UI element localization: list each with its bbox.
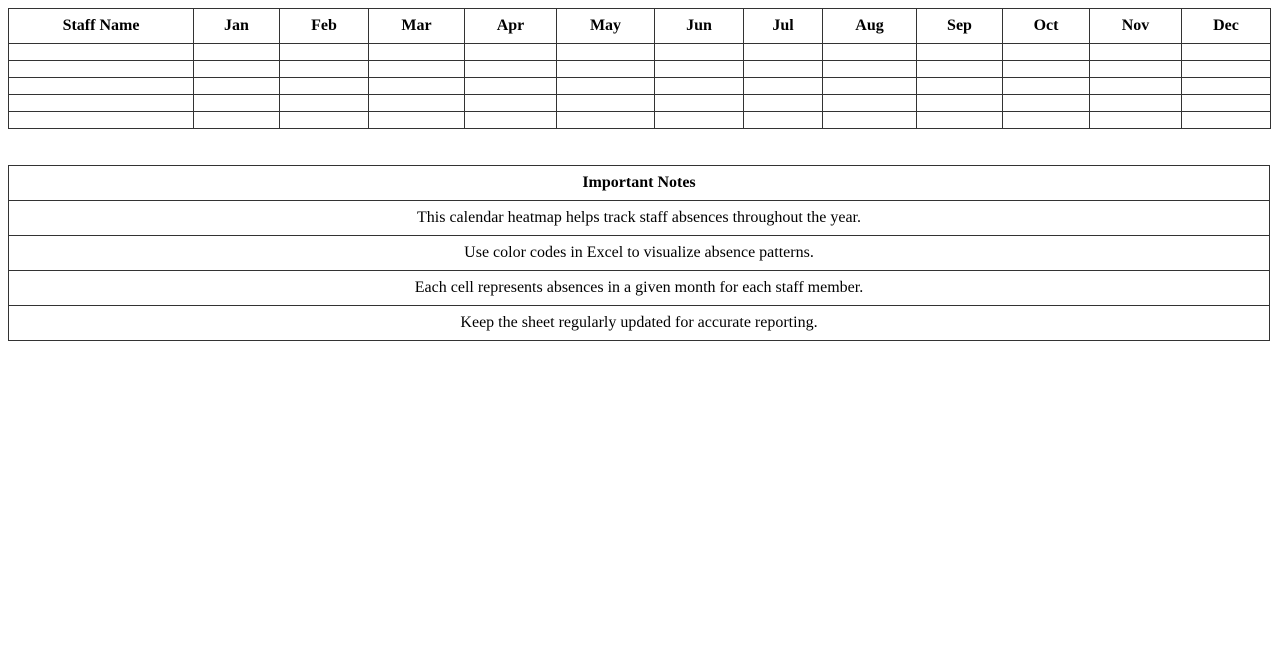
absence-cell[interactable]	[1090, 78, 1182, 95]
staff-name-cell[interactable]	[9, 44, 194, 61]
note-row	[9, 201, 1270, 236]
note-row	[9, 306, 1270, 341]
note-cell: Use color codes in Excel to visualize absence patterns.	[9, 236, 1270, 271]
table-row	[9, 44, 1271, 61]
absence-cell[interactable]	[194, 44, 280, 61]
column-header-feb: Feb	[280, 9, 369, 44]
calendar-header-row	[9, 9, 1271, 44]
absence-cell[interactable]	[655, 112, 744, 129]
absence-cell[interactable]	[917, 61, 1003, 78]
column-header-jul: Jul	[744, 9, 823, 44]
absence-cell[interactable]	[917, 95, 1003, 112]
absence-cell[interactable]	[465, 61, 557, 78]
absence-cell[interactable]	[1090, 44, 1182, 61]
column-header-mar: Mar	[369, 9, 465, 44]
absence-cell[interactable]	[1182, 78, 1271, 95]
absence-cell[interactable]	[744, 95, 823, 112]
absence-cell[interactable]	[369, 61, 465, 78]
absence-cell[interactable]	[1003, 78, 1090, 95]
absence-cell[interactable]	[194, 112, 280, 129]
absence-cell[interactable]	[1182, 95, 1271, 112]
absence-cell[interactable]	[1003, 95, 1090, 112]
absence-cell[interactable]	[557, 112, 655, 129]
absence-cell[interactable]	[369, 95, 465, 112]
absence-cell[interactable]	[1090, 61, 1182, 78]
absence-cell[interactable]	[465, 44, 557, 61]
absence-cell[interactable]	[823, 95, 917, 112]
absence-cell[interactable]	[1182, 44, 1271, 61]
absence-cell[interactable]	[557, 95, 655, 112]
absence-cell[interactable]	[280, 44, 369, 61]
note-row	[9, 236, 1270, 271]
staff-name-cell[interactable]	[9, 61, 194, 78]
absence-cell[interactable]	[369, 112, 465, 129]
column-header-aug: Aug	[823, 9, 917, 44]
calendar-body	[9, 44, 1271, 129]
note-cell: This calendar heatmap helps track staff absences throughout the year.	[9, 201, 1270, 236]
table-row	[9, 78, 1271, 95]
absence-cell[interactable]	[744, 112, 823, 129]
column-header-may: May	[557, 9, 655, 44]
absence-cell[interactable]	[194, 78, 280, 95]
absence-cell[interactable]	[280, 61, 369, 78]
absence-cell[interactable]	[744, 44, 823, 61]
absence-cell[interactable]	[1090, 112, 1182, 129]
important-notes-table	[8, 165, 1270, 341]
absence-cell[interactable]	[823, 78, 917, 95]
absence-cell[interactable]	[465, 112, 557, 129]
column-header-jun: Jun	[655, 9, 744, 44]
absence-cell[interactable]	[917, 78, 1003, 95]
absence-cell[interactable]	[369, 44, 465, 61]
absence-cell[interactable]	[823, 44, 917, 61]
column-header-sep: Sep	[917, 9, 1003, 44]
absence-cell[interactable]	[369, 78, 465, 95]
column-header-apr: Apr	[465, 9, 557, 44]
absence-cell[interactable]	[557, 78, 655, 95]
notes-title: Important Notes	[9, 166, 1270, 201]
table-row	[9, 112, 1271, 129]
absence-cell[interactable]	[465, 78, 557, 95]
absence-cell[interactable]	[655, 78, 744, 95]
absence-cell[interactable]	[917, 44, 1003, 61]
absence-cell[interactable]	[823, 61, 917, 78]
absence-cell[interactable]	[557, 44, 655, 61]
absence-cell[interactable]	[1090, 95, 1182, 112]
absence-cell[interactable]	[744, 78, 823, 95]
note-row	[9, 271, 1270, 306]
absence-cell[interactable]	[280, 95, 369, 112]
notes-header-row	[9, 166, 1270, 201]
staff-name-cell[interactable]	[9, 78, 194, 95]
absence-cell[interactable]	[194, 95, 280, 112]
column-header-staff-name: Staff Name	[9, 9, 194, 44]
absence-cell[interactable]	[655, 95, 744, 112]
note-cell: Keep the sheet regularly updated for accurate reporting.	[9, 306, 1270, 341]
column-header-dec: Dec	[1182, 9, 1271, 44]
absence-cell[interactable]	[1182, 112, 1271, 129]
absence-cell[interactable]	[1003, 112, 1090, 129]
absence-cell[interactable]	[823, 112, 917, 129]
absence-cell[interactable]	[1003, 44, 1090, 61]
absence-cell[interactable]	[1003, 61, 1090, 78]
absence-cell[interactable]	[655, 61, 744, 78]
column-header-oct: Oct	[1003, 9, 1090, 44]
absence-cell[interactable]	[557, 61, 655, 78]
absence-calendar-table	[8, 8, 1271, 129]
absence-cell[interactable]	[194, 61, 280, 78]
absence-cell[interactable]	[917, 112, 1003, 129]
absence-cell[interactable]	[744, 61, 823, 78]
absence-cell[interactable]	[280, 112, 369, 129]
note-cell: Each cell represents absences in a given month for each staff member.	[9, 271, 1270, 306]
absence-cell[interactable]	[280, 78, 369, 95]
table-row	[9, 61, 1271, 78]
absence-cell[interactable]	[655, 44, 744, 61]
table-row	[9, 95, 1271, 112]
absence-cell[interactable]	[1182, 61, 1271, 78]
absence-cell[interactable]	[465, 95, 557, 112]
staff-name-cell[interactable]	[9, 112, 194, 129]
column-header-nov: Nov	[1090, 9, 1182, 44]
staff-name-cell[interactable]	[9, 95, 194, 112]
column-header-jan: Jan	[194, 9, 280, 44]
